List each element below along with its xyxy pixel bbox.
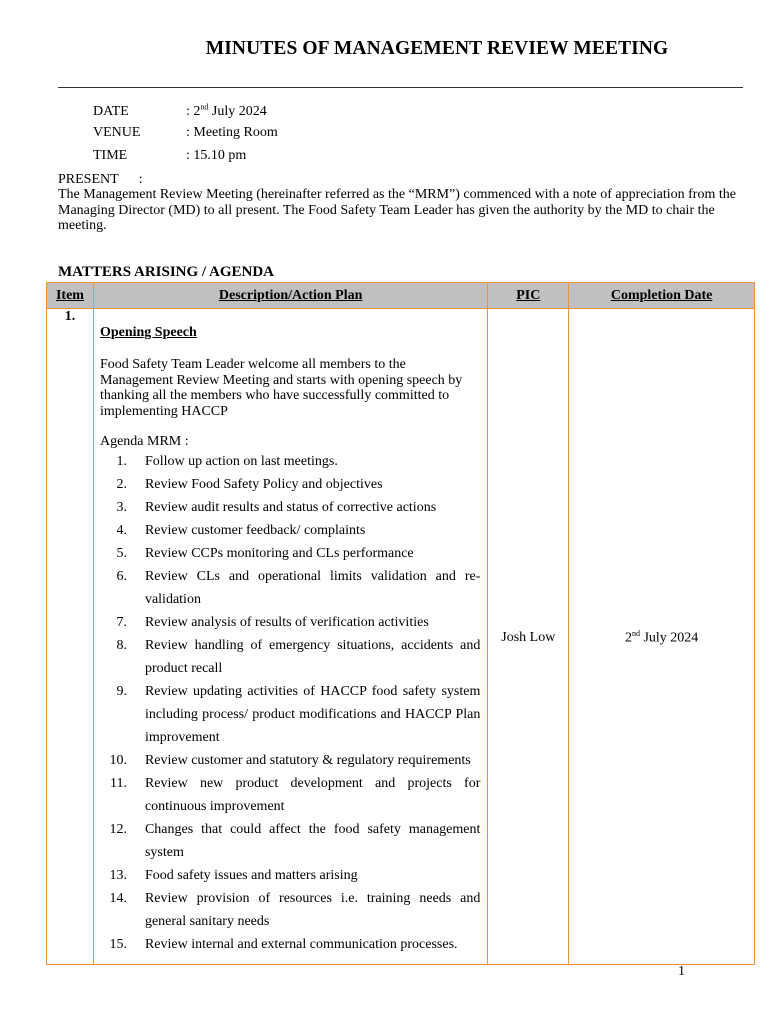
- list-item-number: 3.: [116, 500, 127, 515]
- venue-label: VENUE: [93, 125, 141, 140]
- pic-cell: Josh Low: [488, 309, 569, 965]
- title-divider: [58, 87, 743, 88]
- date-label: DATE: [93, 103, 129, 119]
- list-item: [100, 519, 480, 542]
- list-item-number: 14.: [109, 891, 127, 906]
- item-number: 1.: [47, 309, 94, 965]
- header-description: Description/Action Plan: [93, 283, 487, 309]
- list-item-text: Review provision of resources i.e. training needs and general sanitary needs: [144, 891, 481, 929]
- header-pic: PIC: [488, 283, 569, 309]
- list-item-text: Food safety issues and matters arising: [144, 868, 358, 883]
- list-item-number: 12.: [109, 822, 127, 837]
- description-cell: [93, 309, 487, 965]
- list-item: [100, 634, 480, 680]
- agenda-list: [100, 450, 480, 956]
- list-item-number: 10.: [109, 753, 127, 768]
- list-item: [100, 473, 480, 496]
- list-item: [100, 496, 480, 519]
- list-item: [100, 887, 480, 933]
- list-item-number: 11.: [109, 776, 127, 791]
- list-item-number: 4.: [116, 523, 127, 538]
- present-line: [58, 172, 143, 188]
- list-item-text: Review new product development and projects for continuous improvement: [144, 776, 481, 814]
- list-item-text: Review analysis of results of verification activities: [144, 615, 429, 630]
- date-row: [93, 102, 267, 120]
- list-item-number: 5.: [116, 546, 127, 561]
- header-item: Item: [47, 283, 94, 309]
- list-item-text: Review customer feedback/ complaints: [144, 523, 366, 538]
- list-item: [100, 565, 480, 611]
- present-colon: :: [138, 172, 143, 187]
- time-label: TIME: [93, 148, 128, 163]
- list-item: [100, 749, 480, 772]
- header-completion-date: Completion Date: [569, 283, 755, 309]
- list-item: [100, 933, 480, 956]
- table-header-row: [47, 283, 755, 309]
- list-item-text: Review customer and statutory & regulatory requirements: [144, 753, 471, 768]
- agenda-table: [46, 282, 755, 965]
- list-item: [100, 542, 480, 565]
- list-item-number: 15.: [109, 937, 127, 952]
- list-item-number: 2.: [116, 477, 127, 492]
- list-item-text: Review handling of emergency situations, accidents and product recall: [144, 638, 481, 676]
- table-row: [47, 309, 755, 965]
- venue-row: [93, 125, 278, 141]
- venue-value: : Meeting Room: [186, 125, 278, 140]
- list-item-number: 1.: [116, 454, 127, 469]
- document-title: MINUTES OF MANAGEMENT REVIEW MEETING: [205, 38, 669, 59]
- list-item-number: 9.: [116, 684, 127, 699]
- list-item-text: Changes that could affect the food safety management system: [144, 822, 481, 860]
- list-item: [100, 450, 480, 473]
- opening-speech-paragraph: Food Safety Team Leader welcome all members to the Management Review Meeting and starts with opening speech by thanking all the members who have successfully committed to implementing HACCP: [99, 357, 463, 419]
- agenda-label: Agenda MRM :: [99, 434, 189, 449]
- list-item-text: Follow up action on last meetings.: [144, 454, 338, 469]
- list-item-text: Review internal and external communication processes.: [144, 937, 458, 952]
- list-item-number: 13.: [109, 868, 127, 883]
- list-item-text: Review CLs and operational limits validation and re-validation: [144, 569, 481, 607]
- list-item-number: 6.: [116, 569, 127, 584]
- list-item: [100, 818, 480, 864]
- list-item-number: 8.: [116, 638, 127, 653]
- completion-date-cell: 2nd July 2024: [569, 309, 755, 965]
- list-item-text: Review CCPs monitoring and CLs performance: [144, 546, 414, 561]
- page-number: 1: [678, 964, 685, 979]
- list-item-text: Review Food Safety Policy and objectives: [144, 477, 383, 492]
- date-value: : 2nd July 2024: [186, 102, 267, 119]
- list-item-number: 7.: [116, 615, 127, 630]
- time-value: : 15.10 pm: [186, 148, 247, 163]
- section-heading: MATTERS ARISING / AGENDA: [58, 264, 275, 280]
- list-item-text: Review audit results and status of corrective actions: [144, 500, 437, 515]
- present-label: PRESENT: [58, 172, 119, 187]
- list-item: [100, 864, 480, 887]
- intro-paragraph: The Management Review Meeting (hereinafter referred as the “MRM”) commenced with a note of appreciation from the Managing Director (MD) to all present. The Food Safety Team Leader has given the authority by the MD to chair the meeting.: [58, 187, 736, 233]
- list-item: [100, 772, 480, 818]
- list-item-text: Review updating activities of HACCP food safety system including process/ product modifications and HACCP Plan improvement: [144, 684, 481, 745]
- opening-speech-heading: Opening Speech: [99, 325, 197, 340]
- list-item: [100, 680, 480, 749]
- list-item: [100, 611, 480, 634]
- time-row: [93, 148, 246, 164]
